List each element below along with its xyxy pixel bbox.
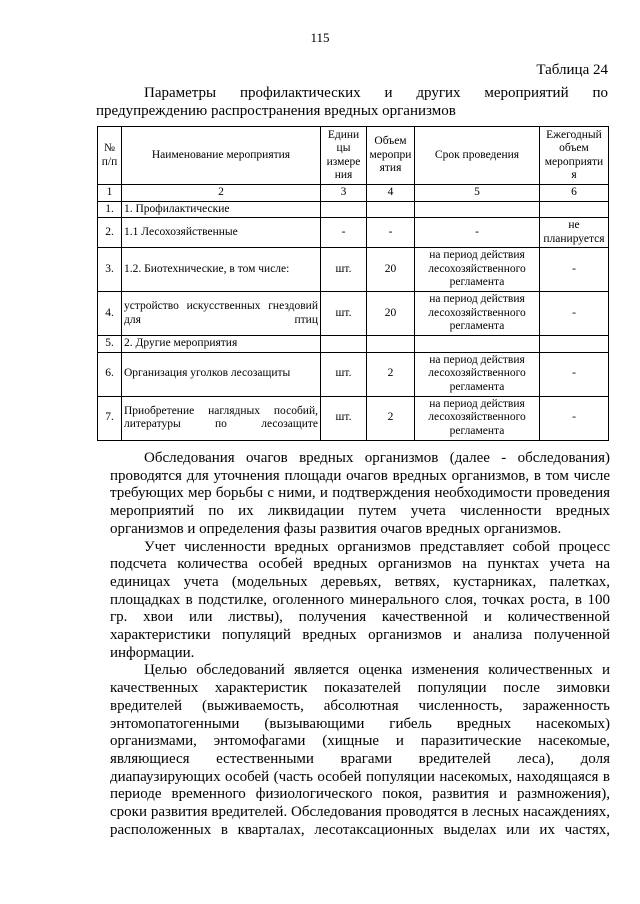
row-term: -	[415, 218, 540, 248]
row-term: на период действия лесохозяйственного регламента	[415, 352, 540, 396]
paragraph: Обследования очагов вредных организмов (далее - обследования) проводятся для уточнения площади очагов вредных организмов, в том числе требующих мер борьбы с ними, и подтверждения необходимости проведения мероприятий по их ликвидации путем учета численности вредных организмов и определения фазы развития очагов вредных организмов.	[110, 450, 610, 537]
row-number: 4.	[98, 292, 122, 336]
table-caption	[96, 84, 608, 120]
row-number: 1.	[98, 201, 122, 218]
row-volume: 20	[367, 248, 415, 292]
header-volume: Объем меропри ятия	[367, 127, 415, 185]
row-volume: 2	[367, 352, 415, 396]
row-number: 5.	[98, 336, 122, 353]
row-name: Организация уголков лесозащиты	[122, 352, 321, 396]
header-term: Срок проведения	[415, 127, 540, 185]
row-name: 1. Профилактические	[122, 201, 321, 218]
column-number: 2	[122, 185, 321, 202]
row-number: 2.	[98, 218, 122, 248]
row-term	[415, 201, 540, 218]
row-unit	[321, 201, 367, 218]
row-annual	[540, 336, 609, 353]
column-number: 5	[415, 185, 540, 202]
caption-line-1: Параметры профилактических и других мероприятий по	[144, 85, 608, 101]
row-number: 6.	[98, 352, 122, 396]
row-unit: шт.	[321, 292, 367, 336]
row-volume: 2	[367, 396, 415, 440]
row-term	[415, 336, 540, 353]
table-row	[98, 292, 609, 336]
measures-table	[97, 126, 609, 441]
table-header-row	[98, 127, 609, 185]
table-row	[98, 352, 609, 396]
row-unit: -	[321, 218, 367, 248]
caption-line-2: предупреждению распространения вредных организмов	[96, 103, 456, 119]
column-number: 6	[540, 185, 609, 202]
row-annual: -	[540, 248, 609, 292]
column-numbers-row	[98, 185, 609, 202]
row-term: на период действия лесохозяйственного регламента	[415, 396, 540, 440]
row-unit: шт.	[321, 248, 367, 292]
table-row	[98, 396, 609, 440]
row-number: 7.	[98, 396, 122, 440]
column-number: 4	[367, 185, 415, 202]
page-number: 115	[310, 30, 330, 45]
paragraph: Учет численности вредных организмов представляет собой процесс подсчета количества особей вредных организмов на пунктах учета на единицах учета (модельных деревьях, ветвях, кустарниках, палетках, площадках в подстилке, оголенного минерального слоя, точках роста, в 100 гр. хвои или листвы), получения качественной и количественной характеристики популяций вредных организмов и анализа полученной информации.	[110, 538, 610, 661]
row-volume: 20	[367, 292, 415, 336]
header-unit: Едини цы измере ния	[321, 127, 367, 185]
table-row	[98, 248, 609, 292]
column-number: 3	[321, 185, 367, 202]
row-unit: шт.	[321, 352, 367, 396]
body-text	[110, 450, 610, 839]
row-name: 1.2. Биотехнические, в том числе:	[122, 248, 321, 292]
row-name: устройство искусственных гнездовий для птиц	[122, 292, 321, 336]
header-name: Наименование мероприятия	[122, 127, 321, 185]
table-row	[98, 336, 609, 353]
table-row	[98, 201, 609, 218]
paragraph: Целью обследований является оценка изменения количественных и качественных характеристик показателей популяции после зимовки вредителей (выживаемость, абсолютная численность, зараженность энтомопатогенными (вызывающими гибель вредных насекомых) организмами, энтомофагами (хищные и паразитические насекомые, являющиеся естественными врагами вредителей леса), доля диапаузирующих особей (часть особей популяции насекомых, находящаяся в периоде временного физиологического покоя, развития и размножения), сроки развития вредителей. Обследования проводятся в лесных насаждениях, расположенных в кварталах, лесотаксационных выделах или их частях,	[110, 662, 610, 838]
row-volume: -	[367, 218, 415, 248]
row-annual: -	[540, 396, 609, 440]
row-annual: -	[540, 352, 609, 396]
row-annual: -	[540, 292, 609, 336]
row-name: 2. Другие мероприятия	[122, 336, 321, 353]
row-annual	[540, 201, 609, 218]
column-number: 1	[98, 185, 122, 202]
row-volume	[367, 336, 415, 353]
header-number: № п/п	[98, 127, 122, 185]
row-name: 1.1 Лесохозяйственные	[122, 218, 321, 248]
table-label: Таблица 24	[536, 62, 608, 78]
row-annual: не планируется	[540, 218, 609, 248]
row-unit: шт.	[321, 396, 367, 440]
row-volume	[367, 201, 415, 218]
row-term: на период действия лесохозяйственного регламента	[415, 248, 540, 292]
row-term: на период действия лесохозяйственного регламента	[415, 292, 540, 336]
row-unit	[321, 336, 367, 353]
row-name: Приобретение наглядных пособий, литературы по лесозащите	[122, 396, 321, 440]
row-number: 3.	[98, 248, 122, 292]
header-annual: Ежегодный объем мероприяти я	[540, 127, 609, 185]
table-row	[98, 218, 609, 248]
